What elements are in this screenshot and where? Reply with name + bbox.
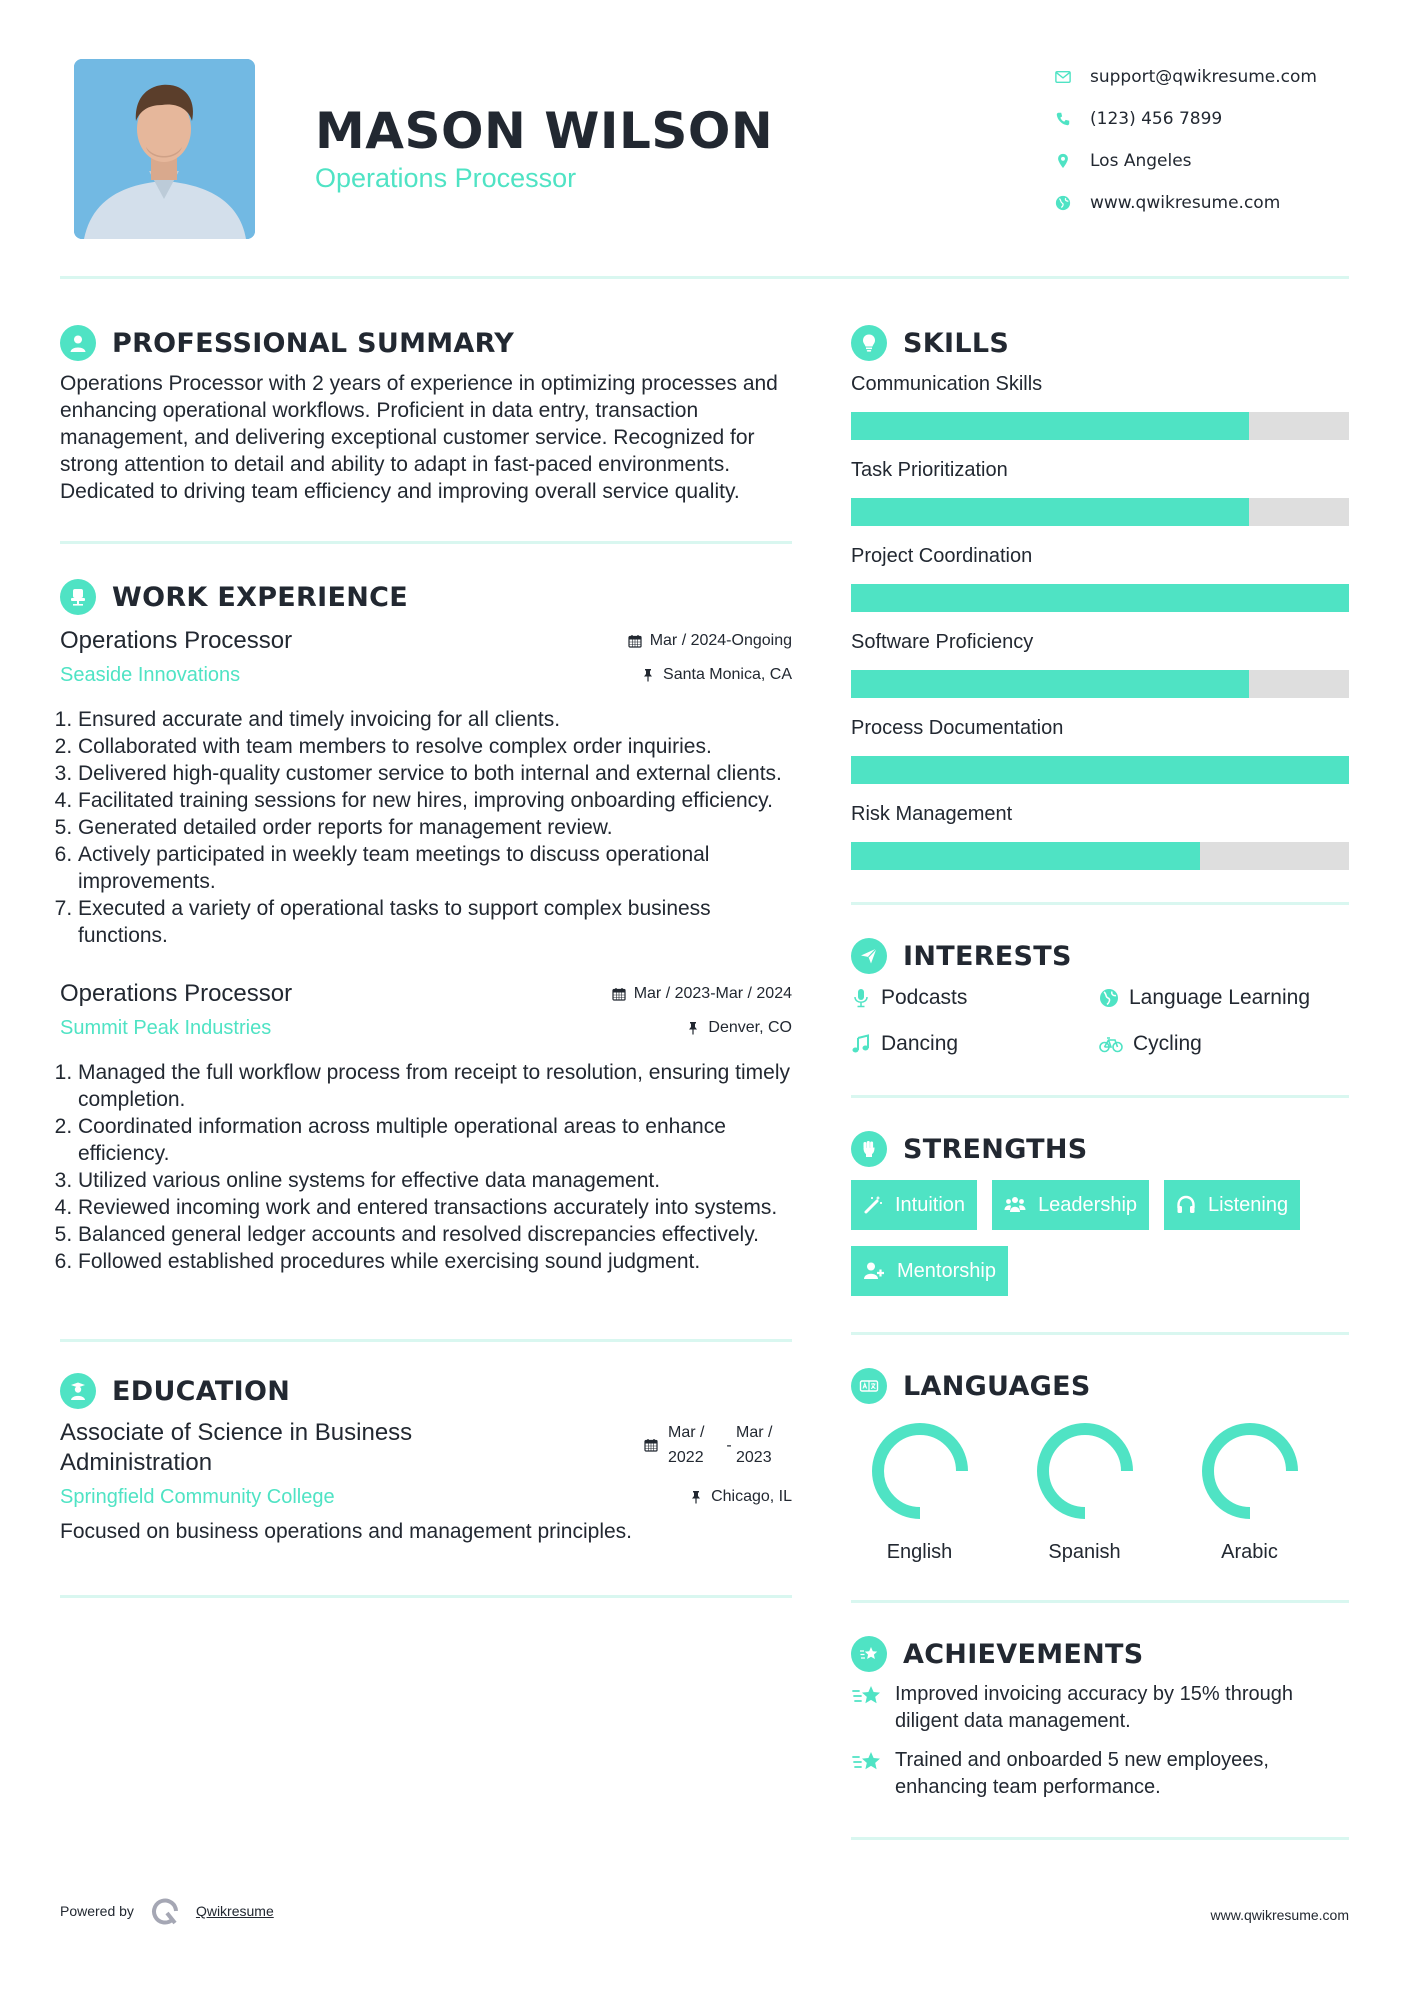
languages-section — [851, 1363, 1349, 1603]
contact-phone-text: (123) 456 7899 — [1090, 109, 1223, 129]
pushpin-icon — [689, 1490, 703, 1504]
contact-location-text: Los Angeles — [1090, 151, 1192, 171]
work-experience-section — [60, 574, 792, 1342]
phone-icon — [1054, 110, 1072, 128]
skill-label: Project Coordination — [851, 545, 1033, 567]
skill-label: Task Prioritization — [851, 459, 1008, 481]
qwikresume-logo-icon — [150, 1896, 180, 1926]
job-bullets — [60, 1059, 792, 1275]
education-start: Mar / 2022 — [668, 1424, 705, 1466]
skill-bar-fill — [851, 756, 1349, 784]
job-entry — [60, 624, 792, 949]
map-pin-icon — [1054, 152, 1072, 170]
achievements-heading: ACHIEVEMENTS — [903, 1638, 1144, 1670]
education-header — [60, 1368, 792, 1414]
progress-ring-icon — [870, 1421, 970, 1521]
shooting-star-icon — [851, 1749, 883, 1777]
job-location — [686, 1019, 792, 1037]
education-end: Mar / 2023 — [736, 1424, 773, 1466]
skill-label: Software Proficiency — [851, 631, 1034, 653]
strengths-section — [851, 1126, 1349, 1335]
language-item — [1167, 1421, 1332, 1564]
skill-bar — [851, 842, 1349, 870]
job-bullet: 6. Followed established procedures while exercising sound judgment. — [78, 1248, 792, 1275]
job-company: Seaside Innovations — [60, 663, 241, 686]
skill-bar — [851, 584, 1349, 612]
job-entry — [60, 977, 792, 1275]
language-label: English — [886, 1541, 953, 1563]
calendar-icon — [628, 634, 642, 648]
translate-icon — [851, 1368, 887, 1404]
job-dates — [612, 985, 792, 1003]
language-item — [837, 1421, 1002, 1564]
professional-summary-section — [60, 320, 792, 544]
job-bullet: 3. Delivered high-quality customer service to both internal and external clients. — [78, 760, 792, 787]
section-divider — [851, 902, 1349, 905]
skill-label: Process Documentation — [851, 717, 1064, 739]
education-dates — [644, 1420, 792, 1470]
skill-bar-fill — [851, 584, 1349, 612]
skill-item — [851, 628, 1349, 698]
job-company: Summit Peak Industries — [60, 1016, 272, 1039]
language-list — [851, 1421, 1349, 1564]
strength-chip — [851, 1246, 1008, 1296]
achievement-item — [851, 1681, 1349, 1735]
job-bullets — [60, 706, 792, 949]
microphone-icon — [851, 988, 871, 1008]
footer-website[interactable]: www.qwikresume.com — [1210, 1907, 1349, 1923]
summary-heading: PROFESSIONAL SUMMARY — [112, 327, 515, 359]
interests-header — [851, 933, 1349, 979]
progress-ring-icon — [1200, 1421, 1300, 1521]
progress-ring-icon — [1035, 1421, 1135, 1521]
bicycle-icon — [1099, 1034, 1123, 1054]
qwikresume-link[interactable]: Qwikresume — [195, 1903, 274, 1919]
profile-photo — [74, 59, 255, 239]
magic-wand-icon — [863, 1195, 883, 1215]
strength-label: Listening — [1208, 1193, 1289, 1216]
header-divider — [60, 276, 1349, 279]
strength-label: Leadership — [1038, 1193, 1138, 1216]
strength-chip — [992, 1180, 1149, 1230]
job-bullet: 7. Executed a variety of operational tasks to support complex business functions. — [78, 895, 792, 949]
job-dates — [628, 632, 792, 650]
contact-phone[interactable] — [1054, 98, 1317, 140]
users-icon — [1004, 1195, 1026, 1215]
skills-header — [851, 320, 1349, 366]
job-location-text: Santa Monica, CA — [663, 666, 792, 683]
achievements-section — [851, 1631, 1349, 1840]
strength-label: Intuition — [895, 1193, 966, 1216]
language-label: Spanish — [1048, 1541, 1121, 1563]
contact-list — [1054, 56, 1317, 224]
calendar-icon — [644, 1438, 658, 1452]
footer-powered-by — [60, 1896, 274, 1926]
languages-heading: LANGUAGES — [903, 1370, 1091, 1402]
skill-label: Communication Skills — [851, 373, 1043, 395]
skill-label: Risk Management — [851, 803, 1013, 825]
skills-heading: SKILLS — [903, 327, 1010, 359]
skill-bar — [851, 670, 1349, 698]
job-role: Operations Processor — [60, 980, 293, 1007]
job-location-text: Denver, CO — [708, 1019, 792, 1036]
interest-item — [851, 983, 1099, 1013]
calendar-icon — [612, 987, 626, 1001]
contact-location — [1054, 140, 1317, 182]
section-divider — [60, 1595, 792, 1598]
skill-bar-fill — [851, 842, 1200, 870]
candidate-name: MASON WILSON — [315, 102, 774, 160]
skill-bar-fill — [851, 498, 1249, 526]
skill-bar-fill — [851, 670, 1249, 698]
star-badge-icon — [851, 1636, 887, 1672]
job-bullet: 1. Managed the full workflow process from receipt to resolution, ensuring timely completion. — [78, 1059, 792, 1113]
job-bullet: 1. Ensured accurate and timely invoicing for all clients. — [78, 706, 792, 733]
contact-website[interactable] — [1054, 182, 1317, 224]
summary-text: Operations Processor with 2 years of experience in optimizing processes and enhancing operational workflows. Proficient in data entry, transaction management, and delivering exceptional customer service. Recognized for strong attention to detail and ability to adapt in fast-paced environments. Dedicated to driving team efficiency and improving overall service quality. — [60, 372, 778, 503]
job-bullet: 2. Collaborated with team members to resolve complex order inquiries. — [78, 733, 792, 760]
skill-item — [851, 800, 1349, 870]
section-divider — [851, 1332, 1349, 1335]
globe-icon — [1054, 194, 1072, 212]
date-separator: - — [726, 1436, 732, 1454]
strengths-header — [851, 1126, 1349, 1172]
interest-item — [1099, 1029, 1349, 1059]
skill-item — [851, 456, 1349, 526]
skill-item — [851, 370, 1349, 440]
interests-section — [851, 933, 1349, 1098]
user-icon — [60, 325, 96, 361]
interest-grid — [851, 983, 1349, 1059]
section-divider — [851, 1095, 1349, 1098]
graduate-icon — [60, 1373, 96, 1409]
achievements-header — [851, 1631, 1349, 1677]
interest-label: Cycling — [1133, 1032, 1202, 1055]
languages-header — [851, 1363, 1349, 1409]
interest-label: Podcasts — [881, 986, 968, 1009]
language-label: Arabic — [1221, 1541, 1278, 1563]
strengths-heading: STRENGTHS — [903, 1133, 1088, 1165]
job-bullet: 6. Actively participated in weekly team meetings to discuss operational improvements. — [78, 841, 792, 895]
job-role: Operations Processor — [60, 627, 293, 654]
skill-bar — [851, 498, 1349, 526]
skill-bar — [851, 412, 1349, 440]
section-divider — [60, 541, 792, 544]
powered-by-label: Powered by — [60, 1903, 134, 1919]
mail-icon — [1054, 68, 1072, 86]
strength-chips — [851, 1180, 1349, 1296]
user-plus-icon — [863, 1261, 885, 1281]
school-location — [689, 1488, 792, 1506]
interest-item — [1099, 983, 1349, 1013]
skill-item — [851, 714, 1349, 784]
experience-heading: WORK EXPERIENCE — [112, 581, 408, 613]
interests-heading: INTERESTS — [903, 940, 1072, 972]
right-column — [851, 320, 1349, 1840]
job-bullet: 5. Generated detailed order reports for management review. — [78, 814, 792, 841]
headphones-icon — [1176, 1195, 1196, 1215]
language-item — [1002, 1421, 1167, 1564]
interest-item — [851, 1029, 1099, 1059]
left-column — [60, 320, 792, 1598]
job-bullet: 5. Balanced general ledger accounts and resolved discrepancies effectively. — [78, 1221, 792, 1248]
candidate-title: Operations Processor — [315, 163, 577, 193]
contact-email-text: support@qwikresume.com — [1090, 67, 1317, 87]
fist-icon — [851, 1131, 887, 1167]
education-description: Focused on business operations and management principles. — [60, 1520, 633, 1543]
education-section — [60, 1368, 792, 1598]
achievement-text: Improved invoicing accuracy by 15% through diligent data management. — [895, 1683, 1293, 1732]
paper-plane-icon — [851, 938, 887, 974]
interest-label: Dancing — [881, 1032, 959, 1055]
degree-title: Associate of Science in Business Administration — [60, 1419, 413, 1476]
job-dates-text: Mar / 2024-Ongoing — [649, 632, 792, 649]
shooting-star-icon — [851, 1683, 883, 1711]
skills-section — [851, 320, 1349, 905]
job-dates-text: Mar / 2023-Mar / 2024 — [633, 985, 792, 1002]
school-name: Springfield Community College — [60, 1485, 335, 1508]
education-heading: EDUCATION — [112, 1375, 291, 1407]
pushpin-icon — [641, 668, 655, 682]
job-bullet: 4. Reviewed incoming work and entered transactions accurately into systems. — [78, 1194, 792, 1221]
pushpin-icon — [686, 1021, 700, 1035]
section-divider — [60, 1339, 792, 1342]
job-bullet: 3. Utilized various online systems for effective data management. — [78, 1167, 792, 1194]
strength-label: Mentorship — [897, 1259, 996, 1282]
contact-website-text: www.qwikresume.com — [1090, 193, 1281, 213]
skill-item — [851, 542, 1349, 612]
contact-email[interactable] — [1054, 56, 1317, 98]
office-chair-icon — [60, 579, 96, 615]
skill-bar — [851, 756, 1349, 784]
achievement-item — [851, 1747, 1349, 1801]
person-photo-icon — [74, 59, 255, 239]
job-bullet: 4. Facilitated training sessions for new hires, improving onboarding efficiency. — [78, 787, 792, 814]
school-location-text: Chicago, IL — [711, 1488, 792, 1505]
globe-icon — [1099, 988, 1119, 1008]
strength-chip — [851, 1180, 977, 1230]
job-location — [641, 666, 792, 684]
summary-header — [60, 320, 792, 366]
skill-bar-fill — [851, 412, 1249, 440]
section-divider — [851, 1600, 1349, 1603]
experience-header — [60, 574, 792, 620]
job-bullet: 2. Coordinated information across multiple operational areas to enhance efficiency. — [78, 1113, 792, 1167]
music-note-icon — [851, 1034, 871, 1054]
interest-label: Language Learning — [1129, 986, 1311, 1009]
section-divider — [851, 1837, 1349, 1840]
strength-chip — [1164, 1180, 1300, 1230]
lightbulb-icon — [851, 325, 887, 361]
achievement-text: Trained and onboarded 5 new employees, enhancing team performance. — [895, 1749, 1269, 1798]
